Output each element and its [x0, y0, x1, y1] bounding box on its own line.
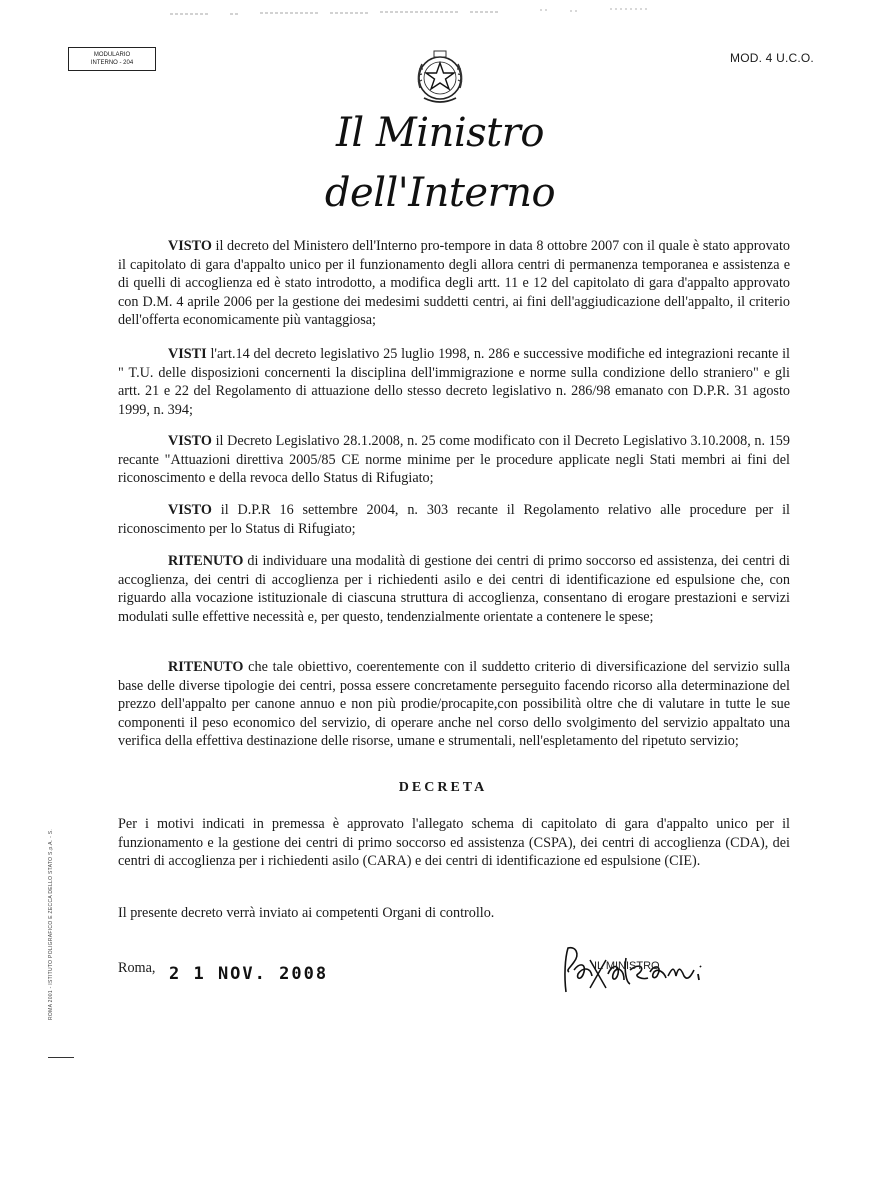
- paragraph-text: l'art.14 del decreto legislativo 25 luglio 1998, n. 286 e successive modifiche ed integrazioni recante il " T.U. delle disposizioni concernenti la disciplina dell'immigrazione e norme sulla condizione dello straniero" e gli artt. 21 e 22 del Regolamento di attuazione dello stesso decreto legislativo n. 286/98 emanato con D.P.R. 31 agosto 1999, n. 394;: [118, 346, 790, 418]
- scan-noise-line: [170, 6, 670, 16]
- decree-text: Per i motivi indicati in premessa è approvato l'allegato schema di capitolato di gara d'appalto unico per il funzionamento e la gestione dei centri di primo soccorso ed assistenza (CSPA), dei centri di accoglienza (CDA), dei centri di accoglienza per i richiedenti asilo (CARA) e dei centri di identificazione ed espulsione (CIE).: [118, 816, 790, 870]
- paragraph-visto-dlgs: [118, 432, 790, 488]
- place-label: Roma,: [118, 960, 156, 976]
- signatory-stamp: IL MINISTRO: [594, 960, 660, 972]
- paragraph-visti-art14: [118, 345, 790, 419]
- paragraph-ritenuto-gestione: [118, 552, 790, 626]
- paragraph-text: il decreto del Ministero dell'Interno pro-tempore in data 8 ottobre 2007 con il quale è stato approvato il capitolato di gara d'appalto unico per il funzionamento degli allora centri di permanenza temporanea e assistenza e di quelli di accoglienza ed è stato introdotto, a modifica degli artt. 11 e 12 del capitolato di gara d'appalto approvato con D.M. 4 aprile 2006 per la gestione dei medesimi suddetti centri, ai fini dell'aggiudicazione dell'appalto, il criterio dell'offerta economicamente più vantaggiosa;: [118, 238, 790, 329]
- printer-side-note: ROMA 2001 - ISTITUTO POLIGRAFICO E ZECCA DELLO STATO S.p.A. - S.: [48, 828, 54, 1020]
- ministry-title: Il Ministro dell'Interno: [324, 110, 556, 216]
- modulario-box: [68, 47, 156, 71]
- paragraph-lead: RITENUTO: [168, 553, 244, 569]
- paragraph-visto-decreto: [118, 237, 790, 330]
- paragraph-lead: VISTO: [168, 238, 212, 254]
- paragraph-ritenuto-obiettivo: [118, 658, 790, 751]
- control-text: Il presente decreto verrà inviato ai competenti Organi di controllo.: [118, 905, 495, 921]
- paragraph-text: di individuare una modalità di gestione dei centri di primo soccorso ed assistenza, dei centri di accoglienza, dei centri di accoglienza per i richiedenti asilo e dei centri di identificazione ed espulsione che, con riguardo alla vocazione istituzionale di ciascuna struttura di accoglienza, consentano di erogare prestazioni e servizi modulati sulle effettive necessità e, per questo, tendenzialmente orientate a contenere le spese;: [118, 553, 790, 625]
- margin-mark: [48, 1057, 74, 1058]
- paragraph-lead: VISTI: [168, 346, 207, 362]
- paragraph-lead: RITENUTO: [168, 659, 244, 675]
- paragraph-lead: VISTO: [168, 433, 212, 449]
- paragraph-lead: VISTO: [168, 502, 212, 518]
- italian-republic-emblem-icon: [410, 48, 470, 110]
- paragraph-visto-dpr: [118, 501, 790, 538]
- decreta-heading: DECRETA: [398, 780, 488, 795]
- model-code: MOD. 4 U.C.O.: [730, 51, 814, 65]
- modulario-code: INTERNO - 204: [90, 60, 134, 66]
- date-stamp: 2 1 NOV. 2008: [169, 964, 329, 984]
- paragraph-text: che tale obiettivo, coerentemente con il suddetto criterio di diversificazione del servizio sulla base delle diverse tipologie dei centri, possa essere concretamente perseguito facendo ricorso alla determinazione del prezzo dell'appalto per canone annuo e non più prodie/procapite,con possibilità oltre che di valutare in tutte le sue componenti il peso economico del servizio, di operare anche nel corso dello svolgimento del servizio appaltato una verifica della effettiva destinazione delle risorse, umane e strumentali, nell'espletamento del ripetuto servizio;: [118, 659, 790, 750]
- paragraph-text: il Decreto Legislativo 28.1.2008, n. 25 come modificato con il Decreto Legislativo 3.10.2008, n. 159 recante "Attuazioni direttiva 2005/85 CE norme minime per le procedure applicate negli Stati membri ai fini del riconoscimento e della revoca dello Status di Rifugiato;: [118, 433, 790, 487]
- paragraph-text: il D.P.R 16 settembre 2004, n. 303 recante il Regolamento relativo alle procedure per il riconoscimento per lo Status di Rifugiato;: [118, 502, 790, 537]
- modulario-label: MODULARIO: [93, 52, 131, 58]
